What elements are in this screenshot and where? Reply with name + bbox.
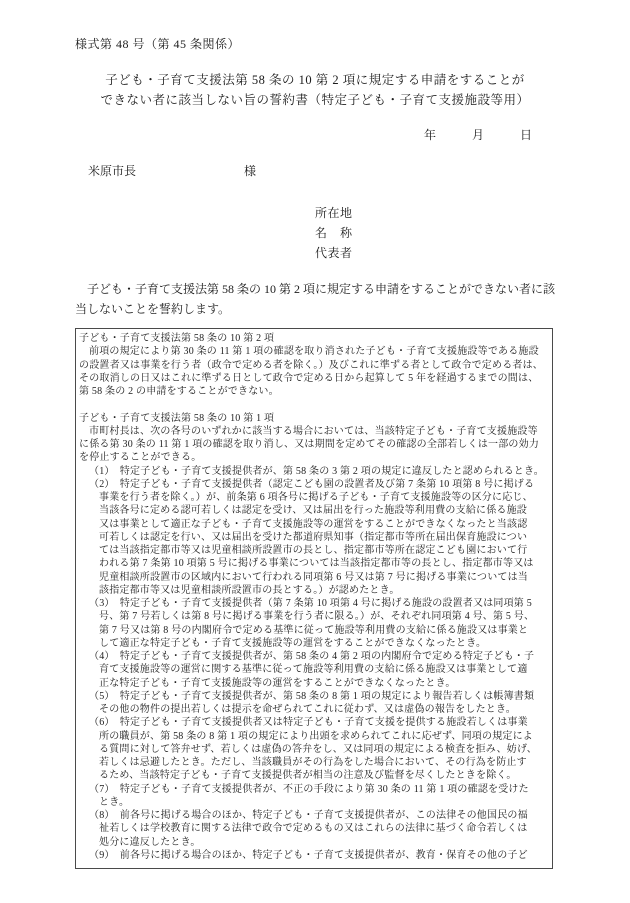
legal-excerpt-line: 当該各号に定める認可若しくは認定を受け、又は届出を行った施設等利用費の支給に係る施設 — [99, 505, 527, 517]
pledge-line: 当しないことを誓約します。 — [75, 302, 231, 316]
legal-excerpt-line: 該指定都市等又は児童相談所設置市の長とする。）が認めたとき。 — [99, 584, 400, 596]
addressee-honorific: 様 — [244, 164, 257, 178]
addressee-row — [75, 163, 555, 179]
legal-excerpt-line: 市町村長は、次の各号のいずれかに該当する場合においては、当該特定子ども・子育て支援施設等 — [89, 425, 538, 437]
legal-excerpt-line: 処分に違反したとき。 — [99, 836, 201, 848]
legal-excerpt-line: 前項の規定により第 30 条の 11 第 1 項の確認を取り消された子ども・子育て支援施設等である施設 — [89, 346, 539, 358]
legal-excerpt-line: 号、第 7 号若しくは第 8 号に掲げる事業を行う者に限る。）が、それぞれ同項第 4 号、第 5 号、 — [99, 611, 535, 623]
document-title-line: できない者に該当しない旨の誓約書（特定子ども・子育て支援施設等用） — [100, 93, 530, 107]
document-title — [75, 70, 555, 110]
legal-excerpt-line: 子ども・子育て支援法第 58 条の 10 第 2 項 — [79, 333, 275, 344]
legal-excerpt-line: われる第 7 条第 10 項第 5 号に掲げる事業については当該指定都市等の長とし、指定都市等又は — [99, 558, 534, 570]
signature-field-label: 代表者 — [315, 246, 353, 260]
legal-excerpt-line: ては当該指定都市等又は児童相談所設置市の長とし、指定都市等所在認定こども園において行 — [99, 545, 528, 556]
legal-excerpt-line: （2） 特定子ども・子育て支援提供者（認定こども園の設置者及び第 7 条第 10 項第 8 号に掲げる — [89, 478, 535, 490]
legal-excerpt-line: （7） 特定子ども・子育て支援提供者が、不正の手段により第 30 条の 11 第 1 項の確認を受けた — [89, 783, 529, 795]
pledge-paragraph — [75, 279, 555, 319]
legal-excerpt-box — [75, 328, 553, 869]
legal-excerpt-line: 児童相談所設置市の区域内において行われる同項第 6 号又は第 7 号に掲げる事業については当 — [99, 571, 528, 583]
legal-excerpt-line: る質問に対して答弁せず、若しくは虚偽の答弁をし、又は同項の規定による検査を拒み、妨げ、 — [99, 743, 537, 755]
legal-excerpt-line: 育て支援施設等の運営に関する基準に従って施設等利用費の支給に係る施設又は事業として適 — [99, 664, 528, 676]
legal-excerpt-line: （3） 特定子ども・子育て支援提供者（第 7 条第 10 項第 4 号に掲げる施設の設置者又は同項第 5 — [89, 598, 532, 609]
legal-excerpt-line: るため、当該特定子ども・子育て支援提供者が相当の注意及び監督を尽くしたときを除く。 — [99, 770, 517, 782]
legal-excerpt-line: 若しくは忌避したとき。ただし、当該職員がその行為をした場合において、その行為を防止す — [99, 757, 527, 768]
legal-excerpt-line: 可若しくは認定を行い、又は届出を受けた都道府県知事（指定都市等所在届出保育施設につい — [99, 531, 528, 543]
legal-excerpt-line: 又は事業として適正な子ども・子育て支援施設等の運営をすることができなくなったと当該認 — [99, 518, 528, 530]
legal-excerpt-line: （9） 前各号に掲げる場合のほか、特定子ども・子育て支援提供者が、教育・保育その他の子ど — [89, 849, 528, 861]
legal-excerpt-line: （1） 特定子ども・子育て支援提供者が、第 58 条の 3 第 2 項の規定に違反したと認められるとき。 — [89, 465, 544, 477]
legal-excerpt-line: 第 58 条の 2 の申請をすることができない。 — [79, 386, 279, 397]
legal-excerpt-line: の設置者又は事業を行う者（政令で定める者を除く。）及びこれに準ずる者として政令で定める者は、 — [79, 359, 543, 371]
addressee-name: 米原市長 — [88, 164, 137, 178]
legal-excerpt-line: （4） 特定子ども・子育て支援提供者が、第 58 条の 4 第 2 項の内閣府令で定める特定子ども・子 — [89, 651, 535, 662]
form-number: 様式第 48 号（第 45 条関係） — [75, 37, 241, 51]
legal-excerpt-line: （6） 特定子ども・子育て支援提供者又は特定子ども・子育て支援を提供する施設若しくは事業 — [89, 717, 528, 729]
legal-excerpt-line: 第 7 号又は第 8 号の内閣府令で定める基準に従って施設等利用費の支給に係る施設又は事業と — [99, 624, 529, 636]
legal-excerpt-line: 所の職員が、第 58 条の 8 第 1 項の規定により出頭を求められてこれに応ぜず、同項の規定によ — [99, 730, 533, 742]
legal-excerpt-line: とき。 — [99, 796, 130, 808]
signature-block — [75, 203, 555, 263]
pledge-line: 子ども・子育て支援法第 58 条の 10 第 2 項に規定する申請をすることができない者に該 — [75, 282, 556, 296]
legal-excerpt-line: に係る第 30 条の 11 第 1 項の確認を取り消し、又は期間を定めてその確認の全部若しくは一部の効力 — [79, 439, 540, 450]
legal-excerpt-line: を停止することができる。 — [79, 452, 202, 464]
signature-field-label: 名 称 — [315, 226, 353, 240]
legal-excerpt-line: 正な特定子ども・子育て支援施設等の運営をすることができなくなったとき。 — [99, 677, 456, 689]
legal-excerpt-line: 事業を行う者を除く。）が、前条第 6 項各号に掲げる子ども・子育て支援施設等の区分に応じ、 — [99, 492, 533, 503]
legal-excerpt-line: その取消しの日又はこれに準ずる日として政令で定める日から起算して 5 年を経過するまでの間は、 — [79, 372, 539, 384]
signature-field-label: 所在地 — [315, 206, 353, 220]
legal-excerpt-line: して適正な特定子ども・子育て支援施設等の運営をすることができなくなったとき。 — [99, 637, 487, 649]
legal-excerpt-line — [79, 398, 548, 411]
date-line: 年 月 日 — [423, 128, 532, 142]
legal-excerpt-line: （5） 特定子ども・子育て支援提供者が、第 58 条の 8 第 1 項の規定により報告若しくは帳簿書類 — [89, 690, 535, 702]
legal-excerpt-line: （8） 前各号に掲げる場合のほか、特定子ども・子育て支援提供者が、この法律その他国民の福 — [89, 810, 528, 821]
document-title-line: 子ども・子育て支援法第 58 条の 10 第 2 項に規定する申請をすることが — [105, 73, 525, 87]
legal-excerpt-line: 子ども・子育て支援法第 58 条の 10 第 1 項 — [79, 412, 275, 424]
legal-excerpt-line: その他の物件の提出若しくは提示を命ぜられてこれに従わず、又は虚偽の報告をしたとき。 — [99, 704, 516, 715]
legal-excerpt-line: 祉若しくは学校教育に関する法律で政令で定めるもの又はこれらの法律に基づく命令若しくは — [99, 823, 528, 835]
